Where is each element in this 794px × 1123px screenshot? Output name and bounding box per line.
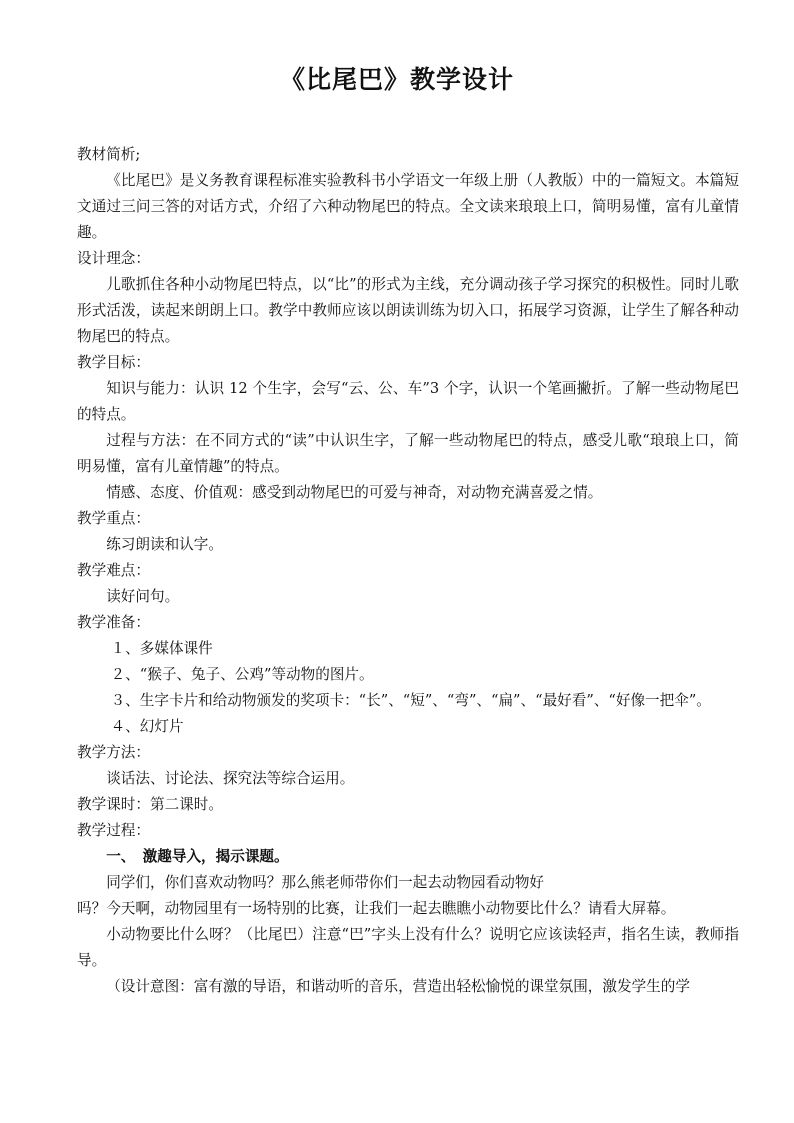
section-heading-jiaocai: 教材简析; bbox=[77, 146, 141, 163]
paragraph-linian: 儿歌抓住各种小动物尾巴特点，以“比”的形式为主线，充分调动孩子学习探究的积极性。同时儿歌形式活泼，读起来朗朗上口。教学中教师应该以朗读训练为切入口，拓展学习资源，让学生了解各种动物尾巴的特点。 bbox=[77, 276, 739, 345]
list-item-zhunbei-1: １、多媒体课件 bbox=[110, 640, 213, 657]
paragraph-step1-a: 同学们，你们喜欢动物吗？那么熊老师带你们一起去动物园看动物好 bbox=[106, 874, 545, 891]
list-item-zhunbei-3: ３、生字卡片和给动物颁发的奖项卡：“长”、“短”、“弯”、“扁”、“最好看”、“好像一把伞”。 bbox=[110, 692, 711, 709]
paragraph-design-intent: （设计意图：富有激的导语，和谐动听的音乐，营造出轻松愉悦的课堂氛围，激发学生的学 bbox=[106, 978, 690, 995]
paragraph-fangfa: 谈话法、讨论法、探究法等综合运用。 bbox=[106, 770, 355, 787]
paragraph-nandian: 读好问句。 bbox=[106, 588, 180, 605]
paragraph-step1-b: 吗？今天啊，动物园里有一场特别的比赛，让我们一起去瞧瞧小动物要比什么？请看大屏幕。 bbox=[77, 900, 676, 917]
step-heading-1: 一、 激趣导入，揭示课题。 bbox=[106, 848, 289, 865]
section-heading-fangfa: 教学方法： bbox=[77, 744, 150, 761]
section-heading-zhongdian: 教学重点： bbox=[77, 510, 150, 527]
list-item-zhunbei-2: ２、“猴子、兔子、公鸡”等动物的图片。 bbox=[110, 666, 374, 683]
section-heading-mubiao: 教学目标： bbox=[77, 354, 150, 371]
paragraph-zhongdian: 练习朗读和认字。 bbox=[106, 536, 223, 553]
paragraph-step1-c: 小动物要比什么呀？（比尾巴）注意“巴”字头上没有什么？说明它应该读轻声，指名生读，教师指导。 bbox=[77, 926, 739, 969]
section-heading-zhunbei: 教学准备： bbox=[77, 614, 150, 631]
document-title: 《比尾巴》教学设计 bbox=[279, 65, 514, 94]
section-heading-nandian: 教学难点： bbox=[77, 562, 150, 579]
section-heading-linian: 设计理念： bbox=[77, 250, 150, 267]
paragraph-mubiao-2: 过程与方法：在不同方式的“读”中认识生字，了解一些动物尾巴的特点，感受儿歌“琅琅上口，简明易懂，富有儿童情趣”的特点。 bbox=[77, 432, 739, 475]
paragraph-mubiao-3: 情感、态度、价值观：感受到动物尾巴的可爱与神奇，对动物充满喜爱之情。 bbox=[106, 484, 603, 501]
section-keshi: 教学课时：第二课时。 bbox=[77, 796, 223, 813]
paragraph-jiaocai: 《比尾巴》是义务教育课程标准实验教科书小学语文一年级上册（人教版）中的一篇短文。本篇短文通过三问三答的对话方式，介绍了六种动物尾巴的特点。全文读来琅琅上口，简明易懂，富有儿童情趣。 bbox=[77, 172, 739, 241]
document-body bbox=[77, 142, 739, 1000]
section-heading-guocheng: 教学过程： bbox=[77, 822, 150, 839]
paragraph-mubiao-1: 知识与能力：认识 12 个生字，会写“云、公、车”3 个字，认识一个笔画撇折。了解一些动物尾巴的特点。 bbox=[77, 380, 739, 423]
list-item-zhunbei-4: ４、幻灯片 bbox=[110, 718, 184, 735]
